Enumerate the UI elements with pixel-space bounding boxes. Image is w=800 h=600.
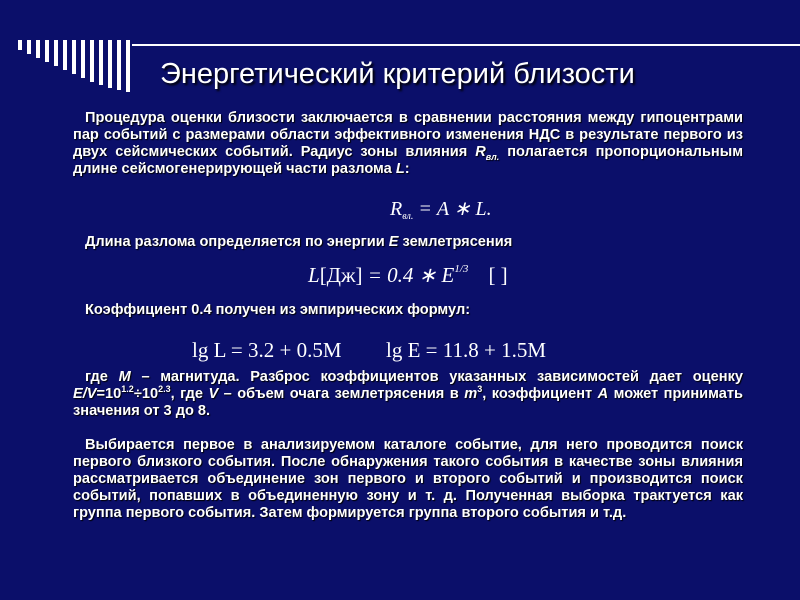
paragraph-fault-length: Длина разлома определяется по энергии E землетрясения (85, 234, 513, 250)
paragraph-magnitude: где M – магнитуда. Разброс коэффициентов указанных зависимостей дает оценку $E/V=10^{1.2}\div 10^{2.3}$, где V – объем очага землетрясения в $m^3$, коэффициент A может принимать значения от 3 до 8. (73, 369, 744, 419)
slide-title: Энергетический критерий близости (160, 58, 635, 90)
formula-influence-radius: $R_{вл.} = A$ ∗ L. (390, 198, 492, 222)
paragraph-procedure: Процедура оценки близости заключается в сравнении расстояния между гипоцентрами пар событий с размерами области эффективного изменения НДС в результате первого из двух сейсмических событий. Радиус зоны влияния $R_{вл.}$ полагается пропорциональным длине сейсмогенерирующей части разлома L: (73, 110, 743, 177)
paragraph-algorithm: Выбирается первое в анализируемом каталоге событие, для него проводится поиск первого близкого события. После обнаружения такого события в качестве зоны влияния рассматривается объединение зон первого и второго событий и производится поиск событий, попавших в объединенную зону и т. д. Полученная выборка трактуется как группа первого события. Затем формируется группа второго события и т.д. (73, 437, 743, 521)
decorative-stripes (18, 40, 130, 92)
formula-length-magnitude: lg L = 3.2 + 0.5M (192, 338, 342, 362)
formula-energy-magnitude: lg E = 11.8 + 1.5M (386, 338, 546, 362)
paragraph-coefficient: Коэффициент 0.4 получен из эмпирических формул: (85, 302, 471, 318)
formula-fault-length: L[Дж] = 0.4 ∗ $E^{1/3}$ [ ] (308, 263, 508, 287)
title-divider-line (132, 44, 800, 46)
